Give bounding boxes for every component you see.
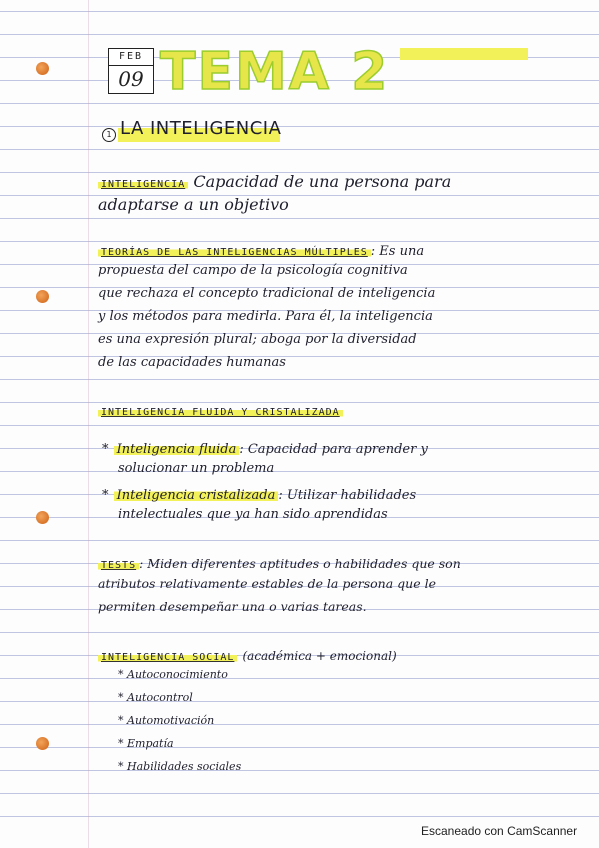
ruled-line	[0, 34, 599, 35]
multiple-term: TEORÍAS DE LAS INTELIGENCIAS MÚLTIPLES	[98, 247, 371, 258]
ruled-line	[0, 149, 599, 150]
definition-line-1	[98, 172, 451, 191]
ruled-line	[0, 540, 599, 541]
crystallized-text: intelectuales que ya han sido aprendidas	[118, 507, 388, 522]
ruled-line	[0, 678, 599, 679]
multiple-text: de las capacidades humanas	[98, 355, 286, 370]
definition-text: Capacidad de una persona para	[193, 172, 452, 191]
tests-text: : Miden diferentes aptitudes o habilidades que son	[139, 556, 461, 571]
binder-hole	[36, 737, 49, 750]
ruled-line	[0, 356, 599, 357]
fluid-heading-line	[98, 400, 343, 419]
ruled-line	[0, 126, 599, 127]
social-item: * Habilidades sociales	[118, 760, 242, 773]
ruled-line	[0, 770, 599, 771]
multiple-text: que rechaza el concepto tradicional de inteligencia	[98, 286, 436, 301]
ruled-line	[0, 11, 599, 12]
crystallized-term: Inteligencia cristalizada	[114, 488, 279, 503]
multiple-line-1	[98, 240, 424, 259]
fluid-text: solucionar un problema	[118, 461, 275, 476]
ruled-line	[0, 103, 599, 104]
social-heading-line	[98, 645, 397, 664]
social-note: (académica + emocional)	[242, 649, 397, 663]
tests-text: atributos relativamente estables de la persona que le	[98, 576, 436, 591]
binder-hole	[36, 62, 49, 75]
fluid-term: Inteligencia fluida	[114, 442, 240, 457]
ruled-line	[0, 379, 599, 380]
binder-hole	[36, 511, 49, 524]
ruled-line	[0, 632, 599, 633]
multiple-text: es una expresión plural; aboga por la diversidad	[98, 332, 417, 347]
scanner-watermark: Escaneado con CamScanner	[421, 824, 578, 838]
star-bullet: *	[102, 488, 109, 503]
fluid-heading: INTELIGENCIA FLUIDA Y CRISTALIZADA	[98, 407, 343, 418]
ruled-line	[0, 218, 599, 219]
ruled-line	[0, 816, 599, 817]
date-box	[108, 48, 154, 94]
social-item: * Autocontrol	[118, 691, 193, 704]
definition-term: INTELIGENCIA	[98, 179, 188, 190]
definition-text: adaptarse a un objetivo	[98, 195, 289, 214]
multiple-text: : Es una	[370, 244, 425, 259]
ruled-line	[0, 793, 599, 794]
ruled-line	[0, 747, 599, 748]
multiple-text: y los métodos para medirla. Para él, la inteligencia	[98, 309, 433, 324]
title-highlight	[400, 48, 528, 60]
tests-line-1	[98, 553, 461, 572]
date-day: 09	[118, 67, 144, 91]
date-month: FEB	[109, 49, 153, 66]
ruled-line	[0, 701, 599, 702]
ruled-line	[0, 471, 599, 472]
ruled-line	[0, 724, 599, 725]
section-title: LA INTELIGENCIA	[120, 118, 282, 139]
tests-term: TESTS	[98, 560, 139, 571]
page-title: TEMA 2	[160, 42, 390, 102]
social-item: * Autoconocimiento	[118, 668, 228, 681]
crystallized-text: : Utilizar habilidades	[278, 488, 417, 503]
tests-text: permiten desempeñar una o varias tareas.	[98, 599, 367, 614]
crystallized-item	[102, 484, 416, 503]
ruled-line	[0, 425, 599, 426]
social-heading: INTELIGENCIA SOCIAL	[98, 652, 237, 663]
social-item: * Automotivación	[118, 714, 215, 727]
fluid-text: : Capacidad para aprender y	[239, 442, 428, 457]
fluid-item	[102, 438, 428, 457]
star-bullet: *	[102, 442, 109, 457]
ruled-line	[0, 195, 599, 196]
multiple-text: propuesta del campo de la psicología cognitiva	[98, 263, 408, 278]
margin-line	[88, 0, 89, 848]
binder-hole	[36, 290, 49, 303]
social-item: * Empatía	[118, 737, 174, 750]
section-number: 1	[102, 128, 116, 142]
